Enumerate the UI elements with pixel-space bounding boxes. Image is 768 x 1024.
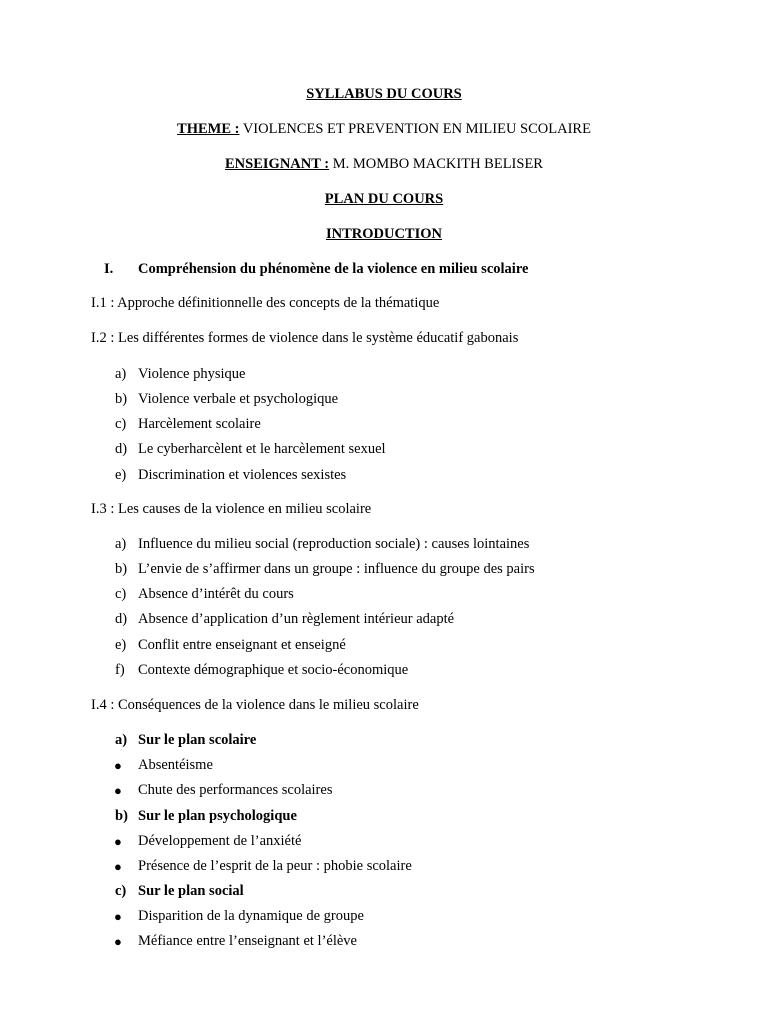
list-marker: c) <box>115 416 127 432</box>
list-item: Contexte démographique et socio-économique <box>138 662 409 678</box>
list-item: Discrimination et violences sexistes <box>138 467 347 483</box>
teacher-label: ENSEIGNANT : <box>225 156 330 172</box>
list-marker: e) <box>115 467 127 483</box>
group-title: Sur le plan social <box>138 883 244 899</box>
list-item: Le cyberharcèlent et le harcèlement sexuel <box>138 441 386 457</box>
list-item: Présence de l’esprit de la peur : phobie scolaire <box>138 858 412 874</box>
bullet-icon: ● <box>114 834 122 849</box>
subsection-1-2: I.2 : Les différentes formes de violence dans le système éducatif gabonais <box>91 330 519 346</box>
bullet-icon: ● <box>114 758 122 773</box>
bullet-icon: ● <box>114 909 122 924</box>
bullet-icon: ● <box>114 934 122 949</box>
list-marker: b) <box>115 561 128 577</box>
list-item: Chute des performances scolaires <box>138 782 333 798</box>
syllabus-title: SYLLABUS DU COURS <box>306 86 462 102</box>
list-marker: a) <box>115 536 127 552</box>
teacher-value: M. MOMBO MACKITH BELISER <box>329 156 543 172</box>
list-item: Violence verbale et psychologique <box>138 391 339 407</box>
list-marker: f) <box>115 662 125 678</box>
theme-line <box>0 121 768 138</box>
list-item: L’envie de s’affirmer dans un groupe : influence du groupe des pairs <box>138 561 535 577</box>
list-item: Méfiance entre l’enseignant et l’élève <box>138 933 357 949</box>
list-item: Harcèlement scolaire <box>138 416 261 432</box>
subsection-1-1: I.1 : Approche définitionnelle des concepts de la thématique <box>91 295 440 311</box>
plan-heading: PLAN DU COURS <box>324 191 444 207</box>
list-marker: c) <box>115 586 127 602</box>
section-title: Compréhension du phénomène de la violence en milieu scolaire <box>138 261 529 277</box>
group-marker: b) <box>115 808 128 824</box>
section-number: I. <box>104 261 114 277</box>
theme-value: VIOLENCES ET PREVENTION EN MILIEU SCOLAIRE <box>239 121 591 137</box>
list-item: Absence d’intérêt du cours <box>138 586 294 602</box>
list-item: Absence d’application d’un règlement intérieur adapté <box>138 611 455 627</box>
group-marker: c) <box>115 883 127 899</box>
list-item: Influence du milieu social (reproduction sociale) : causes lointaines <box>138 536 530 552</box>
list-marker: b) <box>115 391 128 407</box>
bullet-icon: ● <box>114 859 122 874</box>
list-marker: a) <box>115 366 127 382</box>
theme-label: THEME : <box>177 121 240 137</box>
teacher-line <box>0 156 768 173</box>
list-item: Absentéisme <box>138 757 213 773</box>
list-item: Violence physique <box>138 366 246 382</box>
bullet-icon: ● <box>114 783 122 798</box>
subsection-1-3: I.3 : Les causes de la violence en milieu scolaire <box>91 501 372 517</box>
list-marker: e) <box>115 637 127 653</box>
list-marker: d) <box>115 441 128 457</box>
group-title: Sur le plan psychologique <box>138 808 297 824</box>
list-item: Conflit entre enseignant et enseigné <box>138 637 346 653</box>
list-item: Développement de l’anxiété <box>138 833 302 849</box>
introduction-heading: INTRODUCTION <box>325 226 442 242</box>
group-marker: a) <box>115 732 128 748</box>
list-item: Disparition de la dynamique de groupe <box>138 908 364 924</box>
list-marker: d) <box>115 611 128 627</box>
group-title: Sur le plan scolaire <box>138 732 257 748</box>
subsection-1-4: I.4 : Conséquences de la violence dans le milieu scolaire <box>91 697 419 713</box>
